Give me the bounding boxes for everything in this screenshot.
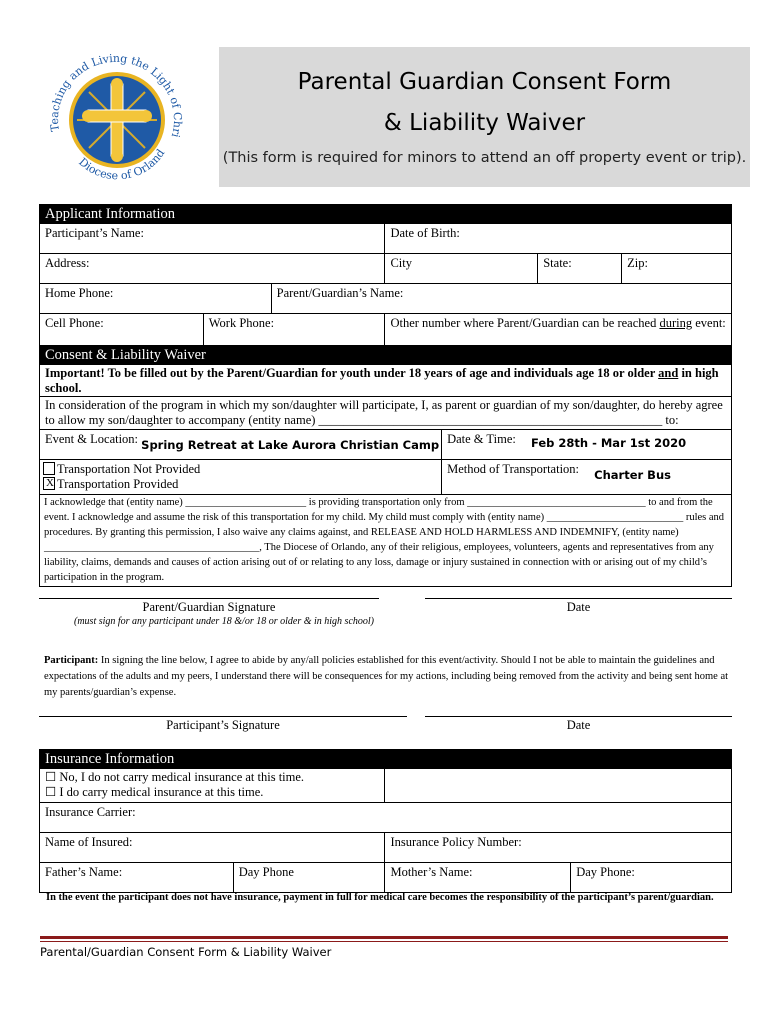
parent-date-line[interactable] bbox=[425, 598, 732, 599]
work-phone-label: Work Phone: bbox=[208, 316, 275, 330]
insurance-blank-field[interactable] bbox=[385, 769, 732, 803]
transport-provided-checkbox[interactable]: X bbox=[43, 477, 55, 490]
participant-name-field[interactable] bbox=[40, 224, 385, 254]
home-phone-field[interactable] bbox=[40, 284, 272, 314]
form-subtitle: (This form is required for minors to attend an off property event or trip). bbox=[222, 150, 747, 166]
no-insurance-option[interactable]: ☐ No, I do not carry medical insurance at this time. bbox=[45, 770, 305, 784]
name-insured-field[interactable] bbox=[40, 833, 385, 863]
other-number-label-a: Other number where Parent/Guardian can be reached bbox=[390, 316, 660, 330]
participant-agreement bbox=[44, 653, 734, 701]
parent-name-field[interactable] bbox=[271, 284, 731, 314]
date-time-label: Date & Time: bbox=[447, 432, 516, 446]
acknowledgement-text: I acknowledge that (entity name) _______________________ is providing transportation only from __________________________________ to and from the event. I acknowledge and assume the risk of this transportation for my child. My child must comply with (entity name) __________________________ rules and procedures. By granting this permission, I also waive any claims against, and RELEASE AND HOLD HARMLESS AND INDEMNIFY, (entity name) _________________________________________, The Diocese of Orlando, any of their religious, employees, volunteers, agents and representatives from any liability, claims, demands and causes of action arising out of or relating to any loss, damage or injury sustained in connection with or arising out of my child’s participation in the program. bbox=[40, 495, 732, 587]
participant-agreement-text: In signing the line below, I agree to abide by any/all policies established for this event/activity. Should I not be able to maintain the guidelines and expectations of the adults and my peers, I understand there will be consequences for my actions, including being removed from the activity and being sent home at my parents/guardian’s expense. bbox=[44, 655, 729, 698]
date-time-field[interactable] bbox=[442, 430, 732, 460]
transport-not-provided-label: Transportation Not Provided bbox=[57, 462, 201, 476]
consent-header: Consent & Liability Waiver bbox=[40, 346, 732, 365]
cell-phone-label: Cell Phone: bbox=[45, 316, 104, 330]
transport-provided-row bbox=[43, 477, 436, 492]
work-phone-field[interactable] bbox=[203, 314, 385, 347]
mother-name-label: Mother’s Name: bbox=[390, 865, 473, 879]
participant-signature-line[interactable] bbox=[39, 716, 407, 717]
date-of-birth-field[interactable] bbox=[385, 224, 732, 254]
other-number-label-underline: during bbox=[659, 316, 693, 330]
event-location-field[interactable] bbox=[40, 430, 442, 460]
diocese-logo bbox=[40, 40, 190, 190]
logo-bottom-text: Diocese of Orland bbox=[76, 146, 168, 183]
consideration-text: In consideration of the program in which my son/daughter will participate, I, as parent or guardian of my son/daughter, do hereby agree to allow my son/daughter to accompany (entity name) _______________________________________________________ to: bbox=[40, 397, 732, 430]
address-label: Address: bbox=[45, 256, 90, 270]
mother-day-phone-field[interactable] bbox=[571, 863, 732, 893]
form-title-line2: & Liability Waiver bbox=[383, 110, 586, 136]
father-day-phone-label: Day Phone bbox=[238, 865, 294, 879]
event-location-label: Event & Location: bbox=[45, 432, 139, 446]
participant-signature-label: Participant’s Signature bbox=[166, 718, 280, 732]
form-title-line1: Parental Guardian Consent Form bbox=[297, 69, 672, 95]
participant-agreement-bold: Participant: bbox=[44, 655, 99, 666]
method-transport-value[interactable]: Charter Bus bbox=[594, 468, 671, 482]
date-of-birth-label: Date of Birth: bbox=[390, 226, 460, 240]
transport-not-provided-checkbox[interactable] bbox=[43, 462, 55, 475]
state-label: State: bbox=[543, 256, 572, 270]
participant-date-line[interactable] bbox=[425, 716, 732, 717]
participant-date-label: Date bbox=[566, 718, 591, 732]
insurance-carrier-label: Insurance Carrier: bbox=[45, 805, 136, 819]
father-name-field[interactable] bbox=[40, 863, 234, 893]
cell-phone-field[interactable] bbox=[40, 314, 204, 347]
footer-rule-thin bbox=[40, 941, 728, 942]
parent-name-label: Parent/Guardian’s Name: bbox=[276, 286, 404, 300]
parent-signature-note: (must sign for any participant under 18 &/or 18 or older & in high school) bbox=[74, 616, 374, 627]
insurance-carrier-field[interactable] bbox=[40, 803, 732, 833]
state-field[interactable] bbox=[538, 254, 622, 284]
insurance-note: In the event the participant does not have insurance, payment in full for medical care becomes the responsibility of the participant’s parent/guardian. bbox=[46, 892, 714, 903]
yes-insurance-option[interactable]: ☐ I do carry medical insurance at this time. bbox=[45, 785, 264, 799]
father-day-phone-field[interactable] bbox=[233, 863, 385, 893]
policy-number-field[interactable] bbox=[385, 833, 732, 863]
zip-field[interactable] bbox=[622, 254, 732, 284]
insurance-table bbox=[39, 749, 732, 893]
date-time-value[interactable]: Feb 28th - Mar 1st 2020 bbox=[530, 436, 687, 450]
logo-graphic bbox=[40, 40, 190, 190]
mother-day-phone-label: Day Phone: bbox=[576, 865, 635, 879]
insurance-options bbox=[40, 769, 385, 803]
zip-label: Zip: bbox=[627, 256, 648, 270]
transport-not-provided-row bbox=[43, 462, 436, 477]
father-name-label: Father’s Name: bbox=[45, 865, 123, 879]
name-insured-label: Name of Insured: bbox=[45, 835, 133, 849]
important-text-a: Important! To be filled out by the Parent/Guardian for youth under 18 years of age and individuals age 18 or older bbox=[45, 366, 659, 380]
applicant-header: Applicant Information bbox=[40, 205, 732, 224]
consent-table bbox=[39, 345, 732, 587]
transportation-options bbox=[40, 460, 442, 495]
participant-name-label: Participant’s Name: bbox=[45, 226, 144, 240]
event-location-value[interactable]: Spring Retreat at Lake Aurora Christian Camp bbox=[141, 438, 440, 452]
footer-text: Parental/Guardian Consent Form & Liability Waiver bbox=[40, 945, 332, 959]
home-phone-label: Home Phone: bbox=[45, 286, 114, 300]
other-number-label-b: event: bbox=[692, 316, 726, 330]
city-label: City bbox=[390, 256, 413, 270]
logo-ring-text: Teaching and Living the Light of Chri bbox=[47, 51, 185, 139]
parent-signature-label: Parent/Guardian Signature bbox=[142, 600, 276, 614]
applicant-table bbox=[39, 204, 732, 347]
mother-name-field[interactable] bbox=[385, 863, 571, 893]
other-number-field[interactable] bbox=[385, 314, 732, 347]
method-transport-field[interactable] bbox=[442, 460, 732, 495]
address-field[interactable] bbox=[40, 254, 385, 284]
important-note bbox=[40, 365, 732, 397]
parent-signature-line[interactable] bbox=[39, 598, 379, 599]
important-underline: and bbox=[658, 366, 679, 380]
footer-rule-thick bbox=[40, 936, 728, 939]
policy-number-label: Insurance Policy Number: bbox=[390, 835, 522, 849]
transport-provided-label: Transportation Provided bbox=[57, 477, 179, 491]
important-text-b: in high school. bbox=[45, 366, 719, 395]
title-box bbox=[219, 47, 750, 187]
insurance-header: Insurance Information bbox=[40, 750, 732, 769]
parent-date-label: Date bbox=[566, 600, 591, 614]
city-field[interactable] bbox=[385, 254, 538, 284]
method-transport-label: Method of Transportation: bbox=[447, 462, 580, 476]
